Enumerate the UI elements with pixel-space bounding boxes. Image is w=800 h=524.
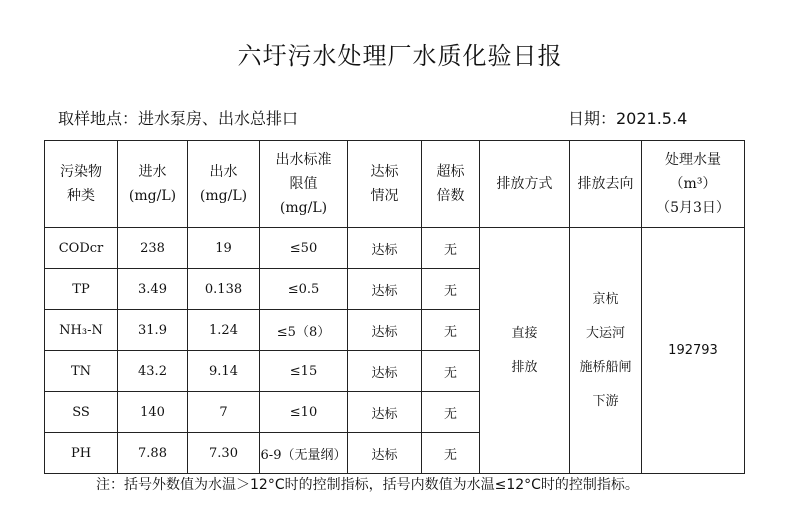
cell-limit: ≤5（8） <box>260 310 348 351</box>
cell-limit: ≤15 <box>260 351 348 392</box>
header-effluent <box>188 141 260 228</box>
cell-influent: 7.88 <box>118 433 188 474</box>
cell-limit: ≤50 <box>260 228 348 269</box>
treated-volume-cell: 192793 <box>642 228 745 474</box>
destination-line: 大运河 <box>585 325 625 341</box>
destination-line: 下游 <box>592 393 619 409</box>
cell-effluent: 1.24 <box>188 310 260 351</box>
cell-influent: 238 <box>118 228 188 269</box>
header-line: （m³） <box>669 176 717 192</box>
cell-exceed: 无 <box>422 269 480 310</box>
cell-effluent: 19 <box>188 228 260 269</box>
cell-param: PH <box>45 433 118 474</box>
header-line: 达标 <box>370 164 399 180</box>
header-line: 污染物 <box>60 164 102 180</box>
cell-exceed: 无 <box>422 392 480 433</box>
cell-status: 达标 <box>348 433 422 474</box>
cell-param: TN <box>45 351 118 392</box>
cell-param: SS <box>45 392 118 433</box>
header-destination: 排放去向 <box>570 141 642 228</box>
cell-limit: ≤0.5 <box>260 269 348 310</box>
water-quality-table <box>44 140 745 474</box>
header-line: 超标 <box>436 164 465 180</box>
destination-line: 京杭 <box>592 291 619 307</box>
cell-effluent: 0.138 <box>188 269 260 310</box>
cell-influent: 43.2 <box>118 351 188 392</box>
cell-effluent: 9.14 <box>188 351 260 392</box>
cell-exceed: 无 <box>422 351 480 392</box>
cell-status: 达标 <box>348 351 422 392</box>
report-date: 日期：2021.5.4 <box>568 109 688 128</box>
header-influent <box>118 141 188 228</box>
header-line: 进水 <box>138 164 167 180</box>
header-line: 种类 <box>67 188 95 204</box>
header-method: 排放方式 <box>480 141 570 228</box>
method-line: 直接 <box>511 325 538 341</box>
header-limit <box>260 141 348 228</box>
header-line: （5月3日） <box>656 200 730 216</box>
table-row <box>45 228 745 269</box>
footnote: 注：括号外数值为水温＞12°C时的控制指标，括号内数值为水温≤12°C时的控制指标。 <box>96 477 639 493</box>
cell-exceed: 无 <box>422 310 480 351</box>
header-exceed <box>422 141 480 228</box>
table-header-row <box>45 141 745 228</box>
cell-param: NH₃-N <box>45 310 118 351</box>
cell-influent: 3.49 <box>118 269 188 310</box>
header-volume <box>642 141 745 228</box>
sampling-location: 取样地点：进水泵房、出水总排口 <box>58 109 299 128</box>
header-line: (mg/L) <box>128 188 177 204</box>
discharge-method-cell <box>480 228 570 474</box>
discharge-destination-cell <box>570 228 642 474</box>
header-line: (mg/L) <box>199 188 248 204</box>
header-line: 倍数 <box>436 188 465 204</box>
method-line: 排放 <box>511 359 538 375</box>
cell-exceed: 无 <box>422 433 480 474</box>
cell-limit: ≤10 <box>260 392 348 433</box>
header-line: 出水 <box>209 164 238 180</box>
cell-param: CODcr <box>45 228 118 269</box>
header-line: 出水标准 <box>275 152 332 168</box>
cell-effluent: 7.30 <box>188 433 260 474</box>
header-line: (mg/L) <box>279 200 328 216</box>
report-title: 六圩污水处理厂水质化验日报 <box>237 42 563 70</box>
cell-status: 达标 <box>348 228 422 269</box>
header-pollutant <box>45 141 118 228</box>
cell-status: 达标 <box>348 269 422 310</box>
header-line: 情况 <box>370 188 399 204</box>
cell-status: 达标 <box>348 392 422 433</box>
cell-limit: 6-9（无量纲） <box>260 433 348 474</box>
header-line: 限值 <box>289 176 318 192</box>
destination-line: 施桥船闸 <box>579 359 632 375</box>
header-line: 处理水量 <box>665 152 721 168</box>
cell-status: 达标 <box>348 310 422 351</box>
cell-influent: 140 <box>118 392 188 433</box>
header-compliance <box>348 141 422 228</box>
cell-param: TP <box>45 269 118 310</box>
cell-exceed: 无 <box>422 228 480 269</box>
cell-influent: 31.9 <box>118 310 188 351</box>
cell-effluent: 7 <box>188 392 260 433</box>
